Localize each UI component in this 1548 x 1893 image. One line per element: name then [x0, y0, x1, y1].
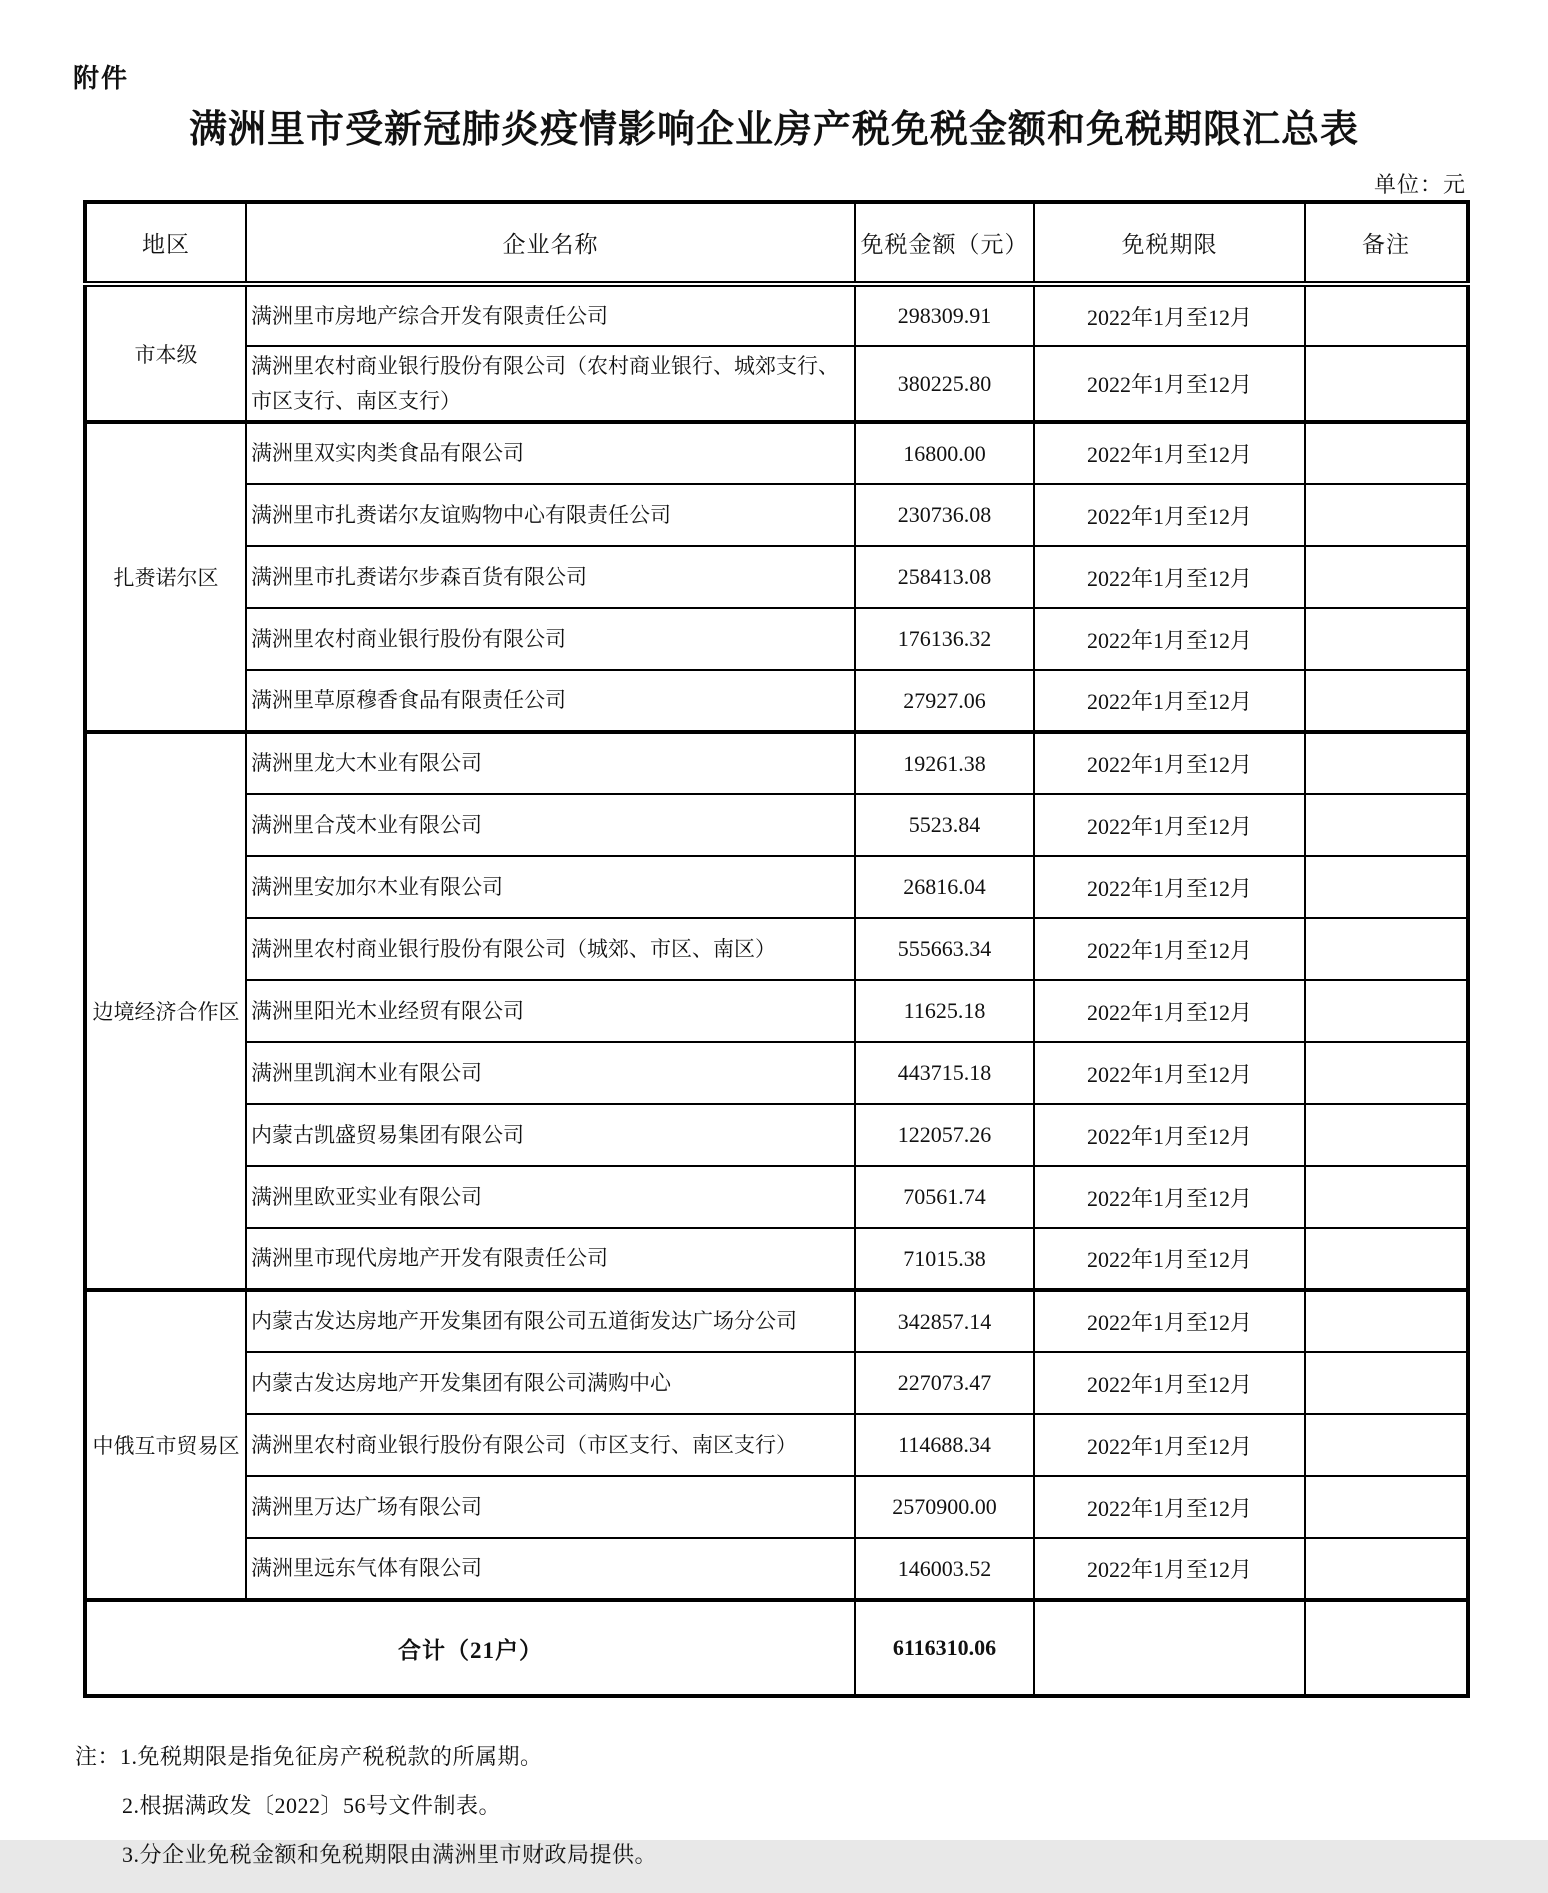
period-cell: 2022年1月至12月	[1034, 346, 1305, 422]
remark-cell	[1305, 1414, 1468, 1476]
region-cell: 中俄互市贸易区	[85, 1290, 246, 1600]
header-amount: 免税金额（元）	[855, 202, 1034, 284]
company-cell: 满洲里市扎赉诺尔友谊购物中心有限责任公司	[246, 484, 855, 546]
table-row	[85, 1104, 1468, 1166]
note-line-1: 注：1.免税期限是指免征房产税税款的所属期。	[75, 1744, 543, 1769]
remark-cell	[1305, 484, 1468, 546]
amount-cell: 227073.47	[855, 1352, 1034, 1414]
amount-cell: 27927.06	[855, 670, 1034, 732]
company-cell: 满洲里农村商业银行股份有限公司（市区支行、南区支行）	[246, 1414, 855, 1476]
page-title: 满洲里市受新冠肺炎疫情影响企业房产税免税金额和免税期限汇总表	[188, 109, 1359, 151]
period-cell: 2022年1月至12月	[1034, 1228, 1305, 1290]
period-cell: 2022年1月至12月	[1034, 484, 1305, 546]
period-cell: 2022年1月至12月	[1034, 980, 1305, 1042]
amount-cell: 555663.34	[855, 918, 1034, 980]
company-cell: 满洲里龙大木业有限公司	[246, 732, 855, 794]
amount-cell: 122057.26	[855, 1104, 1034, 1166]
company-cell: 满洲里欧亚实业有限公司	[246, 1166, 855, 1228]
company-cell: 满洲里远东气体有限公司	[246, 1538, 855, 1600]
table-row	[85, 670, 1468, 732]
remark-cell	[1305, 1538, 1468, 1600]
remark-cell	[1305, 1476, 1468, 1538]
period-cell: 2022年1月至12月	[1034, 918, 1305, 980]
remark-cell	[1305, 1104, 1468, 1166]
table-row	[85, 980, 1468, 1042]
period-cell: 2022年1月至12月	[1034, 1166, 1305, 1228]
remark-cell	[1305, 1290, 1468, 1352]
amount-cell: 176136.32	[855, 608, 1034, 670]
company-cell: 内蒙古凯盛贸易集团有限公司	[246, 1104, 855, 1166]
company-cell: 满洲里草原穆香食品有限责任公司	[246, 670, 855, 732]
footnotes	[75, 1746, 657, 1893]
remark-cell	[1305, 284, 1468, 346]
table-row	[85, 732, 1468, 794]
company-cell: 满洲里凯润木业有限公司	[246, 1042, 855, 1104]
table-row	[85, 422, 1468, 484]
period-cell: 2022年1月至12月	[1034, 856, 1305, 918]
company-cell: 内蒙古发达房地产开发集团有限公司五道街发达广场分公司	[246, 1290, 855, 1352]
period-cell: 2022年1月至12月	[1034, 794, 1305, 856]
amount-cell: 5523.84	[855, 794, 1034, 856]
amount-cell: 380225.80	[855, 346, 1034, 422]
remark-cell	[1305, 670, 1468, 732]
amount-cell: 146003.52	[855, 1538, 1034, 1600]
period-cell: 2022年1月至12月	[1034, 284, 1305, 346]
total-amount-cell: 6116310.06	[855, 1600, 1034, 1696]
remark-cell	[1305, 422, 1468, 484]
amount-cell: 342857.14	[855, 1290, 1034, 1352]
table-row	[85, 1414, 1468, 1476]
attachment-label: 附件	[73, 63, 130, 93]
period-cell: 2022年1月至12月	[1034, 1538, 1305, 1600]
period-cell: 2022年1月至12月	[1034, 670, 1305, 732]
period-cell: 2022年1月至12月	[1034, 1104, 1305, 1166]
period-cell: 2022年1月至12月	[1034, 1414, 1305, 1476]
table-row	[85, 1166, 1468, 1228]
remark-cell	[1305, 794, 1468, 856]
remark-cell	[1305, 346, 1468, 422]
period-cell: 2022年1月至12月	[1034, 732, 1305, 794]
period-cell: 2022年1月至12月	[1034, 1042, 1305, 1104]
header-company: 企业名称	[246, 202, 855, 284]
total-remark-cell	[1305, 1600, 1468, 1696]
amount-cell: 230736.08	[855, 484, 1034, 546]
table-row	[85, 1352, 1468, 1414]
company-cell: 满洲里市扎赉诺尔步森百货有限公司	[246, 546, 855, 608]
amount-cell: 71015.38	[855, 1228, 1034, 1290]
period-cell: 2022年1月至12月	[1034, 422, 1305, 484]
table-row	[85, 856, 1468, 918]
table-row	[85, 794, 1468, 856]
table-row	[85, 1476, 1468, 1538]
amount-cell: 16800.00	[855, 422, 1034, 484]
table-row	[85, 346, 1468, 422]
company-cell: 满洲里万达广场有限公司	[246, 1476, 855, 1538]
amount-cell: 258413.08	[855, 546, 1034, 608]
header-period: 免税期限	[1034, 202, 1305, 284]
period-cell: 2022年1月至12月	[1034, 608, 1305, 670]
note-line-3: 3.分企业免税金额和免税期限由满洲里市财政局提供。	[122, 1842, 658, 1867]
header-remark: 备注	[1305, 202, 1468, 284]
amount-cell: 2570900.00	[855, 1476, 1034, 1538]
amount-cell: 26816.04	[855, 856, 1034, 918]
tax-exemption-table	[83, 200, 1470, 1698]
amount-cell: 298309.91	[855, 284, 1034, 346]
company-cell: 满洲里双实肉类食品有限公司	[246, 422, 855, 484]
table-row	[85, 1042, 1468, 1104]
company-cell: 满洲里农村商业银行股份有限公司（城郊、市区、南区）	[246, 918, 855, 980]
total-period-cell	[1034, 1600, 1305, 1696]
amount-cell: 114688.34	[855, 1414, 1034, 1476]
company-cell: 满洲里阳光木业经贸有限公司	[246, 980, 855, 1042]
region-cell: 市本级	[85, 284, 246, 422]
table-row	[85, 608, 1468, 670]
header-row	[85, 202, 1468, 284]
remark-cell	[1305, 546, 1468, 608]
remark-cell	[1305, 608, 1468, 670]
remark-cell	[1305, 1352, 1468, 1414]
period-cell: 2022年1月至12月	[1034, 1476, 1305, 1538]
amount-cell: 19261.38	[855, 732, 1034, 794]
remark-cell	[1305, 980, 1468, 1042]
table-row	[85, 1228, 1468, 1290]
company-cell: 满洲里安加尔木业有限公司	[246, 856, 855, 918]
table-row	[85, 284, 1468, 346]
table-row	[85, 546, 1468, 608]
total-row	[85, 1600, 1468, 1696]
period-cell: 2022年1月至12月	[1034, 1290, 1305, 1352]
company-cell: 满洲里市现代房地产开发有限责任公司	[246, 1228, 855, 1290]
company-cell: 满洲里农村商业银行股份有限公司（农村商业银行、城郊支行、市区支行、南区支行）	[246, 346, 855, 422]
amount-cell: 443715.18	[855, 1042, 1034, 1104]
table-row	[85, 484, 1468, 546]
total-label-cell: 合计（21户）	[85, 1600, 855, 1696]
remark-cell	[1305, 1166, 1468, 1228]
remark-cell	[1305, 1228, 1468, 1290]
company-cell: 满洲里农村商业银行股份有限公司	[246, 608, 855, 670]
note-line-2: 2.根据满政发〔2022〕56号文件制表。	[122, 1793, 502, 1818]
header-region: 地区	[85, 202, 246, 284]
amount-cell: 70561.74	[855, 1166, 1034, 1228]
amount-cell: 11625.18	[855, 980, 1034, 1042]
company-cell: 内蒙古发达房地产开发集团有限公司满购中心	[246, 1352, 855, 1414]
remark-cell	[1305, 1042, 1468, 1104]
period-cell: 2022年1月至12月	[1034, 546, 1305, 608]
unit-label: 单位：元	[1373, 172, 1466, 197]
table-row	[85, 1538, 1468, 1600]
remark-cell	[1305, 918, 1468, 980]
remark-cell	[1305, 856, 1468, 918]
company-cell: 满洲里合茂木业有限公司	[246, 794, 855, 856]
region-cell: 边境经济合作区	[85, 732, 246, 1290]
region-cell: 扎赉诺尔区	[85, 422, 246, 732]
table-row	[85, 918, 1468, 980]
table-row	[85, 1290, 1468, 1352]
remark-cell	[1305, 732, 1468, 794]
company-cell: 满洲里市房地产综合开发有限责任公司	[246, 284, 855, 346]
period-cell: 2022年1月至12月	[1034, 1352, 1305, 1414]
